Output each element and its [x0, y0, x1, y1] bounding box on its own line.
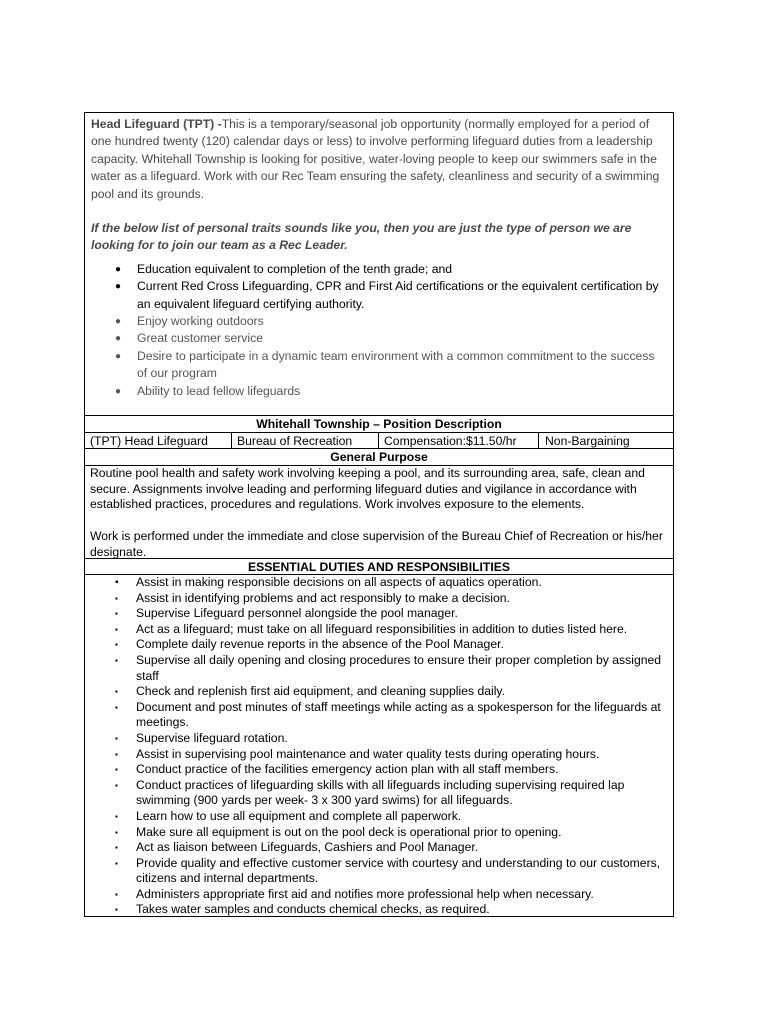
list-item: [85, 622, 673, 638]
position-description-title: Whitehall Township – Position Description: [256, 417, 502, 431]
job-title-lead: Head Lifeguard (TPT) -: [91, 117, 222, 131]
bullet-icon: ●: [115, 385, 122, 397]
duty-text: Conduct practices of lifeguarding skills with all lifeguards including supervising required lap swimming (900 yards per week- 3 x 300 yard swims) for all lifeguards.: [136, 777, 625, 808]
intro-text: This is a temporary/seasonal job opportunity (normally employed for a period of one hundred twenty (120) calendar days or less) to involve performing lifeguard duties from a leadership capacity. Whitehall Township is looking for positive, water-loving people to keep our swimmers safe in the water as a lifeguard. Work with our Rec Team ensuring the safety, cleanliness and security of a swimming pool and its grounds.: [91, 117, 660, 201]
list-item: [85, 887, 673, 903]
trait-text: Enjoy working outdoors: [137, 314, 264, 329]
duty-text: Supervise all daily opening and closing procedures to ensure their proper completion by assigned staff: [136, 652, 662, 683]
trait-text: Education equivalent to completion of the tenth grade; and: [137, 261, 453, 276]
job-description-table: [84, 112, 674, 917]
bullet-icon: ●: [115, 263, 122, 275]
list-item: [91, 330, 667, 347]
list-item: [85, 653, 673, 684]
duty-text: Act as a lifeguard; must take on all lifeguard responsibilities in addition to duties listed here.: [136, 621, 628, 636]
column-divider: [231, 432, 232, 448]
duty-text: Document and post minutes of staff meetings while acting as a spokesperson for the lifeguards at meetings.: [136, 699, 661, 730]
square-bullet-icon: ▪: [115, 655, 118, 665]
square-bullet-icon: ▪: [115, 609, 118, 619]
traits-list: [91, 261, 667, 400]
list-item: [85, 575, 673, 591]
duty-text: Assist in identifying problems and act responsibly to make a decision.: [136, 590, 510, 605]
duties-list: [85, 575, 673, 918]
list-item: [85, 902, 673, 918]
square-bullet-icon: ▪: [115, 858, 118, 868]
list-item: [85, 825, 673, 841]
column-divider: [378, 432, 379, 448]
bargaining-cell: Non-Bargaining: [545, 434, 630, 448]
duty-text: Conduct practice of the facilities emergency action plan with all staff members.: [136, 762, 559, 777]
duty-text: Provide quality and effective customer service with courtesy and understanding to our customers, citizens and internal departments.: [136, 855, 661, 886]
bullet-icon: ●: [115, 281, 122, 293]
duty-text: Assist in making responsible decisions on all aspects of aquatics operation.: [136, 575, 542, 589]
intro-paragraph: [91, 116, 667, 203]
essential-duties-heading: ESSENTIAL DUTIES AND RESPONSIBILITIES: [247, 560, 511, 574]
traits-question: If the below list of personal traits sounds like you, then you are just the type of person we are looking for to join our team as a Rec Leader.: [91, 221, 632, 253]
list-item: [85, 637, 673, 653]
supervision-paragraph: Work is performed under the immediate and close supervision of the Bureau Chief of Recreation or his/her designate.: [90, 528, 663, 559]
square-bullet-icon: ▪: [115, 624, 118, 634]
square-bullet-icon: ▪: [115, 780, 118, 790]
square-bullet-icon: ▪: [115, 827, 118, 837]
square-bullet-icon: ▪: [115, 593, 118, 603]
trait-text: Ability to lead fellow lifeguards: [137, 383, 301, 398]
duty-text: Administers appropriate first aid and notifies more professional help when necessary.: [136, 886, 594, 901]
bullet-icon: ●: [115, 316, 122, 328]
duty-text: Supervise lifeguard rotation.: [136, 730, 288, 745]
list-item: [85, 591, 673, 607]
square-bullet-icon: ▪: [115, 811, 118, 821]
square-bullet-icon: ▪: [115, 640, 118, 650]
bullet-icon: ●: [115, 350, 122, 362]
list-item: [91, 313, 667, 330]
duty-text: Complete daily revenue reports in the absence of the Pool Manager.: [136, 637, 504, 652]
duty-text: Act as liaison between Lifeguards, Cashiers and Pool Manager.: [136, 840, 479, 855]
list-item: [85, 684, 673, 700]
list-item: [85, 762, 673, 778]
duty-text: Supervise Lifeguard personnel alongside the pool manager.: [136, 606, 458, 621]
general-purpose-paragraph: Routine pool health and safety work involving keeping a pool, and its surrounding area, safe, clean and secure. Assignments involve leading and performing lifeguard duties and vigilance in accordance with established practices, procedures and regulations. Work involves exposure to the elements.: [90, 466, 645, 512]
compensation-cell: Compensation:$11.50/hr: [384, 434, 517, 448]
list-item: [91, 278, 667, 313]
list-item: [85, 606, 673, 622]
square-bullet-icon: ▪: [115, 687, 118, 697]
general-purpose-body: [90, 466, 670, 560]
square-bullet-icon: ▪: [115, 749, 118, 759]
list-item: [91, 383, 667, 400]
list-item: [85, 778, 673, 809]
square-bullet-icon: ▪: [115, 765, 118, 775]
square-bullet-icon: ▪: [115, 889, 118, 899]
square-bullet-icon: ▪: [115, 577, 119, 588]
bullet-icon: ●: [115, 333, 122, 345]
column-divider: [538, 432, 539, 448]
duty-text: Learn how to use all equipment and complete all paperwork.: [136, 808, 462, 823]
duty-text: Check and replenish first aid equipment, and cleaning supplies daily.: [136, 684, 506, 699]
list-item: [85, 809, 673, 825]
list-item: [91, 261, 667, 278]
square-bullet-icon: ▪: [115, 702, 118, 712]
list-item: [85, 856, 673, 887]
general-purpose-heading: General Purpose: [330, 450, 428, 464]
square-bullet-icon: ▪: [115, 843, 118, 853]
trait-text: Great customer service: [137, 331, 263, 346]
intro-section: [85, 113, 673, 400]
list-item: [85, 840, 673, 856]
list-item: [91, 348, 667, 383]
list-item: [85, 747, 673, 763]
trait-text: Current Red Cross Lifeguarding, CPR and First Aid certifications or the equivalent certification by an equivalent lifeguard certifying authority.: [137, 279, 659, 311]
list-item: [85, 700, 673, 731]
bureau-cell: Bureau of Recreation: [237, 434, 353, 448]
duty-text: Assist in supervising pool maintenance and water quality tests during operating hours.: [136, 746, 600, 761]
square-bullet-icon: ▪: [115, 905, 118, 915]
list-item: [85, 731, 673, 747]
square-bullet-icon: ▪: [115, 733, 118, 743]
job-title-cell: (TPT) Head Lifeguard: [90, 434, 208, 448]
trait-text: Desire to participate in a dynamic team environment with a common commitment to the success of our program: [137, 348, 655, 381]
duty-text: Make sure all equipment is out on the pool deck is operational prior to opening.: [136, 824, 562, 839]
duty-text: Takes water samples and conducts chemical checks, as required.: [136, 902, 490, 917]
